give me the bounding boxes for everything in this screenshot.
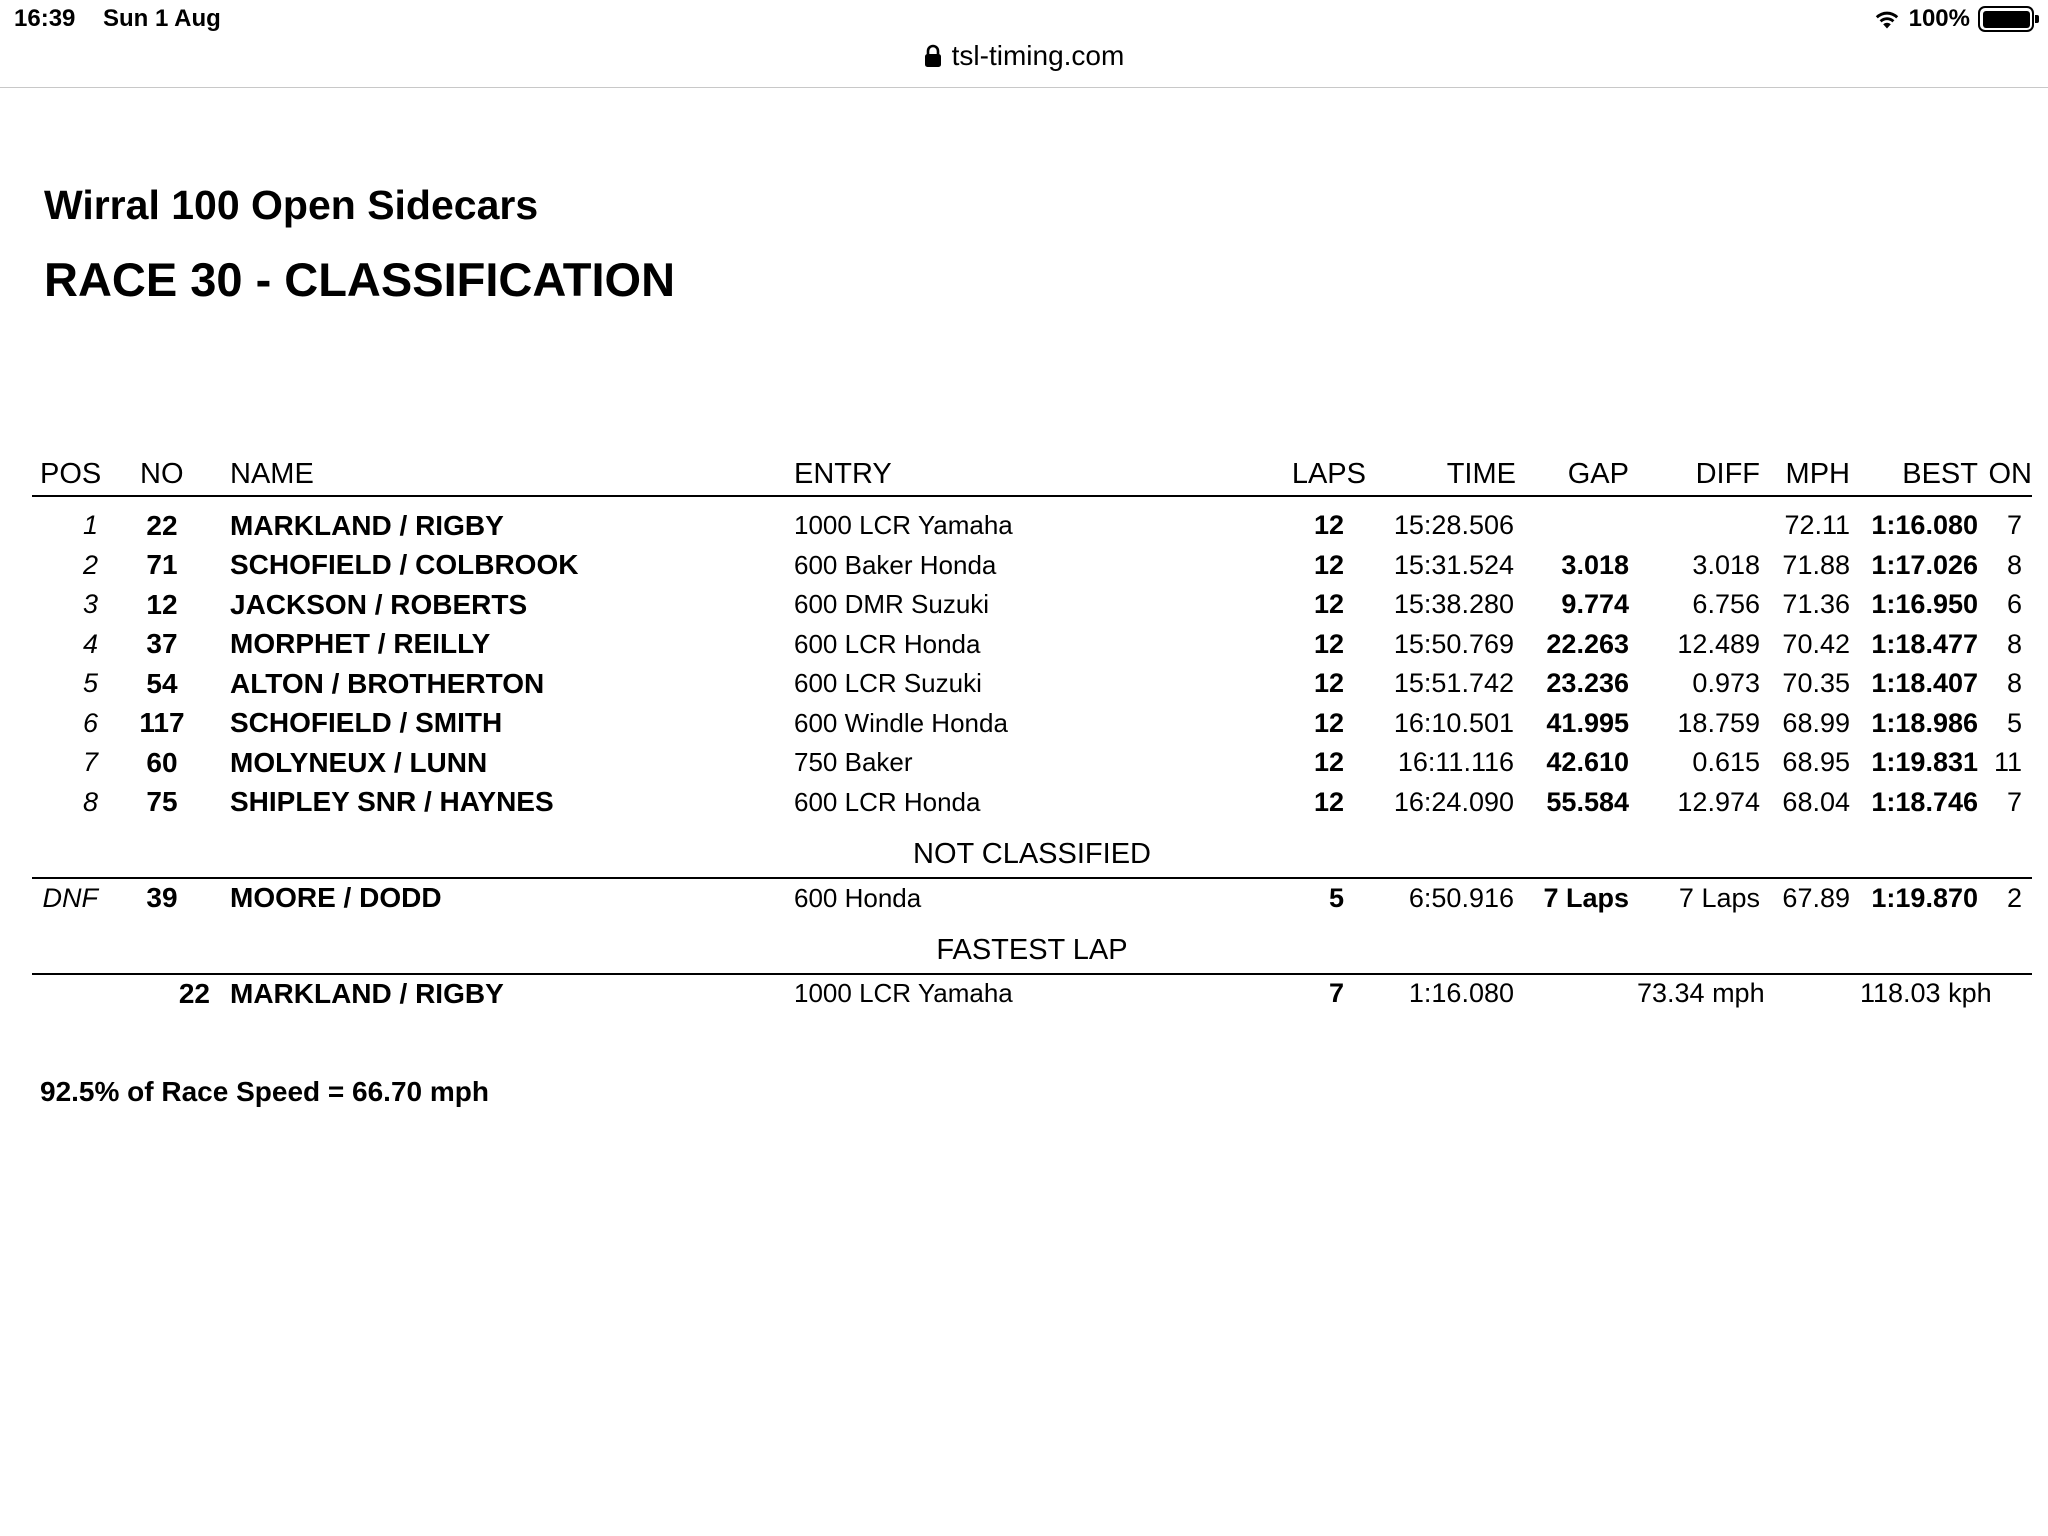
not-classified-header bbox=[32, 822, 2032, 878]
not-classified-heading: NOT CLASSIFIED bbox=[913, 838, 1151, 870]
cell-on: 2 bbox=[2006, 882, 2022, 913]
cell-on: 8 bbox=[2006, 668, 2022, 699]
cell-laps: 12 bbox=[1313, 589, 1344, 620]
cell-name: ALTON / BROTHERTON bbox=[230, 667, 545, 699]
cell-no: 117 bbox=[139, 707, 185, 739]
cell-pos: 2 bbox=[82, 549, 98, 580]
cell-time: 1:16.080 bbox=[1408, 978, 1514, 1009]
cell-laps: 12 bbox=[1313, 747, 1344, 778]
cell-name: MOORE / DODD bbox=[230, 882, 442, 914]
cell-time: 15:50.769 bbox=[1393, 628, 1514, 659]
cell-time: 16:11.116 bbox=[1397, 747, 1514, 778]
table-row bbox=[32, 704, 2032, 744]
cell-gap: 42.610 bbox=[1546, 747, 1629, 778]
cell-diff: 7 Laps bbox=[1678, 882, 1760, 913]
cell-no: 22 bbox=[146, 509, 178, 541]
cell-time: 15:51.742 bbox=[1393, 668, 1514, 699]
cell-gap: 55.584 bbox=[1546, 786, 1629, 817]
cell-name: JACKSON / ROBERTS bbox=[230, 588, 528, 620]
cell-no: 60 bbox=[146, 746, 178, 778]
status-time: 16:39 bbox=[14, 5, 76, 32]
cell-pos: 5 bbox=[82, 668, 98, 699]
cell-no: 75 bbox=[146, 786, 178, 818]
cell-pos: 8 bbox=[82, 786, 98, 817]
cell-time: 16:24.090 bbox=[1393, 786, 1514, 817]
cell-entry: 600 LCR Honda bbox=[794, 786, 981, 817]
cell-time: 15:28.506 bbox=[1393, 510, 1514, 541]
address-bar[interactable] bbox=[0, 40, 2048, 88]
cell-diff: 6.756 bbox=[1692, 589, 1760, 620]
cell-pos: DNF bbox=[42, 882, 98, 913]
fastest-lap-header bbox=[32, 918, 2032, 974]
results-table bbox=[32, 452, 2032, 1013]
fastest-lap-row bbox=[32, 974, 2032, 1014]
fastest-lap-heading: FASTEST LAP bbox=[936, 933, 1128, 966]
cell-laps: 12 bbox=[1313, 668, 1344, 699]
cell-kph: 118.03 kph bbox=[1860, 978, 1992, 1009]
cell-on: 6 bbox=[2006, 589, 2022, 620]
table-row bbox=[32, 743, 2032, 783]
url-text: tsl-timing.com bbox=[951, 40, 1125, 71]
col-mph: MPH bbox=[1785, 458, 1850, 490]
cell-entry: 1000 LCR Yamaha bbox=[794, 978, 1013, 1009]
wifi-icon bbox=[1873, 8, 1901, 30]
cell-entry: 600 LCR Honda bbox=[794, 628, 981, 659]
table-row bbox=[32, 585, 2032, 625]
cell-pos: 1 bbox=[82, 510, 98, 541]
cell-entry: 600 Honda bbox=[794, 882, 922, 913]
cell-time: 15:31.524 bbox=[1393, 549, 1514, 580]
cell-lap: 7 bbox=[1328, 978, 1344, 1009]
cell-best: 1:18.407 bbox=[1871, 668, 1978, 699]
cell-pos: 7 bbox=[82, 747, 98, 778]
status-right bbox=[1873, 5, 2034, 33]
col-entry: ENTRY bbox=[794, 458, 892, 490]
col-gap: GAP bbox=[1567, 458, 1629, 490]
cell-best: 1:17.026 bbox=[1871, 549, 1978, 580]
col-pos: POS bbox=[40, 458, 102, 490]
race-title: RACE 30 - CLASSIFICATION bbox=[44, 253, 676, 306]
col-time: TIME bbox=[1446, 458, 1516, 490]
race-speed-note: 92.5% of Race Speed = 66.70 mph bbox=[40, 1076, 489, 1107]
cell-entry: 1000 LCR Yamaha bbox=[794, 510, 1013, 541]
battery-percent: 100% bbox=[1908, 5, 1970, 32]
cell-on: 8 bbox=[2006, 549, 2022, 580]
cell-diff bbox=[1641, 506, 1760, 546]
cell-mph: 68.99 bbox=[1782, 707, 1850, 738]
cell-gap bbox=[1526, 506, 1641, 546]
col-laps: LAPS bbox=[1291, 458, 1366, 490]
cell-name: SCHOFIELD / SMITH bbox=[230, 707, 503, 739]
cell-laps: 12 bbox=[1313, 510, 1344, 541]
cell-entry: 600 LCR Suzuki bbox=[794, 668, 982, 699]
cell-best: 1:18.986 bbox=[1871, 707, 1978, 738]
cell-on: 7 bbox=[2006, 510, 2022, 541]
cell-gap: 22.263 bbox=[1546, 628, 1629, 659]
cell-name: SCHOFIELD / COLBROOK bbox=[230, 549, 579, 581]
cell-entry: 750 Baker bbox=[794, 747, 913, 778]
cell-best: 1:18.746 bbox=[1871, 786, 1978, 817]
cell-name: SHIPLEY SNR / HAYNES bbox=[230, 786, 554, 818]
cell-gap: 3.018 bbox=[1561, 549, 1629, 580]
cell-best: 1:16.950 bbox=[1871, 589, 1978, 620]
cell-time: 15:38.280 bbox=[1393, 589, 1514, 620]
cell-mph: 73.34 mph bbox=[1637, 978, 1765, 1009]
event-title: Wirral 100 Open Sidecars bbox=[44, 182, 539, 228]
table-row bbox=[32, 878, 2032, 918]
cell-laps: 12 bbox=[1313, 549, 1344, 580]
cell-gap: 23.236 bbox=[1546, 668, 1629, 699]
status-bar bbox=[0, 0, 2048, 40]
cell-diff: 18.759 bbox=[1677, 707, 1760, 738]
cell-mph: 72.11 bbox=[1784, 510, 1850, 541]
cell-no: 37 bbox=[146, 628, 178, 660]
cell-no: 71 bbox=[146, 549, 178, 581]
cell-gap: 7 Laps bbox=[1543, 882, 1629, 913]
cell-laps: 12 bbox=[1313, 628, 1344, 659]
cell-diff: 12.489 bbox=[1677, 628, 1760, 659]
table-row bbox=[32, 506, 2032, 546]
cell-mph: 71.36 bbox=[1782, 589, 1850, 620]
cell-no: 22 bbox=[178, 977, 210, 1009]
cell-time: 16:10.501 bbox=[1393, 707, 1514, 738]
cell-best: 1:19.831 bbox=[1871, 747, 1978, 778]
cell-name: MOLYNEUX / LUNN bbox=[230, 746, 488, 778]
table-row bbox=[32, 625, 2032, 665]
col-no: NO bbox=[140, 458, 184, 490]
cell-mph: 70.35 bbox=[1782, 668, 1850, 699]
cell-no: 12 bbox=[146, 588, 178, 620]
table-header-row bbox=[32, 452, 2032, 496]
cell-mph: 68.95 bbox=[1782, 747, 1850, 778]
cell-no: 54 bbox=[146, 667, 178, 699]
cell-laps: 5 bbox=[1328, 882, 1344, 913]
cell-entry: 600 Baker Honda bbox=[794, 549, 997, 580]
cell-best: 1:18.477 bbox=[1871, 628, 1978, 659]
cell-mph: 71.88 bbox=[1782, 549, 1850, 580]
cell-entry: 600 Windle Honda bbox=[794, 707, 1008, 738]
cell-on: 7 bbox=[2006, 786, 2022, 817]
cell-no: 39 bbox=[146, 882, 178, 914]
col-best: BEST bbox=[1902, 458, 1978, 490]
col-on: ON bbox=[1988, 458, 2032, 490]
cell-on: 8 bbox=[2006, 628, 2022, 659]
cell-gap: 9.774 bbox=[1561, 589, 1629, 620]
lock-icon bbox=[924, 44, 942, 68]
cell-mph: 67.89 bbox=[1782, 882, 1850, 913]
table-row bbox=[32, 546, 2032, 586]
cell-name: MARKLAND / RIGBY bbox=[230, 977, 504, 1009]
cell-laps: 12 bbox=[1313, 786, 1344, 817]
url-display[interactable] bbox=[924, 40, 1125, 72]
cell-mph: 70.42 bbox=[1782, 628, 1850, 659]
cell-name: MARKLAND / RIGBY bbox=[230, 509, 504, 541]
cell-best: 1:16.080 bbox=[1871, 510, 1978, 541]
cell-pos: 4 bbox=[82, 628, 98, 659]
cell-time: 6:50.916 bbox=[1408, 882, 1514, 913]
cell-pos: 3 bbox=[82, 589, 98, 620]
table-row bbox=[32, 664, 2032, 704]
cell-mph: 68.04 bbox=[1782, 786, 1850, 817]
battery-icon bbox=[1978, 6, 2034, 32]
cell-diff: 12.974 bbox=[1677, 786, 1760, 817]
col-diff: DIFF bbox=[1695, 458, 1760, 490]
cell-diff: 3.018 bbox=[1692, 549, 1760, 580]
cell-on: 5 bbox=[2006, 707, 2022, 738]
cell-on: 11 bbox=[1993, 747, 2022, 778]
table-row bbox=[32, 783, 2032, 823]
cell-diff: 0.973 bbox=[1692, 668, 1760, 699]
cell-pos: 6 bbox=[82, 707, 98, 738]
col-name: NAME bbox=[230, 458, 314, 490]
cell-laps: 12 bbox=[1313, 707, 1344, 738]
cell-gap: 41.995 bbox=[1546, 707, 1629, 738]
status-date: Sun 1 Aug bbox=[103, 5, 221, 32]
cell-best: 1:19.870 bbox=[1871, 882, 1978, 913]
cell-entry: 600 DMR Suzuki bbox=[794, 589, 990, 620]
cell-name: MORPHET / REILLY bbox=[230, 628, 491, 660]
cell-diff: 0.615 bbox=[1692, 747, 1760, 778]
